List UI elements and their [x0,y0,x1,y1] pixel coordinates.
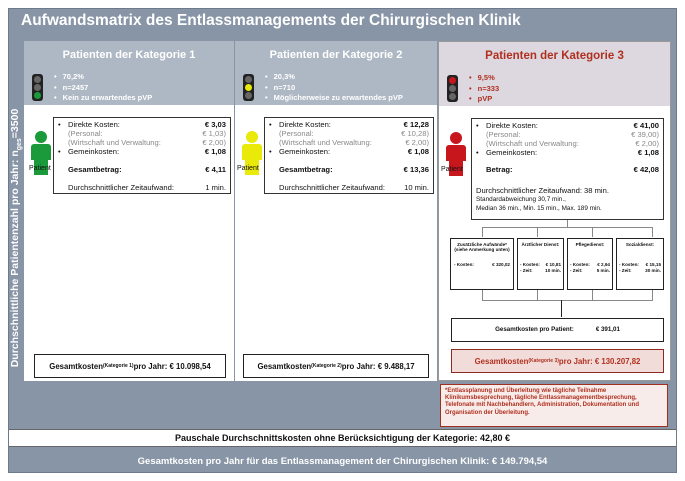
connector-line [537,290,538,300]
c3-gemein-label: Gemeinkosten: [486,148,538,157]
c2-time-label: Durchschnittlicher Zeitaufwand: [279,183,385,192]
traffic-light-green-icon [32,74,43,101]
c1-total-pre: Gesamtkosten [49,361,103,371]
patient-total-label: Gesamtkosten pro Patient: [495,326,574,334]
c1-bullet2: • [58,147,61,156]
side-label-end: =3500 [8,108,21,139]
c1-time-label: Durchschnittlicher Zeitaufwand: [68,183,174,192]
c2-total-post: pro Jahr: € 9.488,17 [341,361,415,371]
c2-gemein-value: € 1,08 [407,147,429,156]
category-2-cost-box [264,117,434,194]
c2-total-sub: (Kategorie 2) [311,363,342,369]
category-1-heading: Patienten der Kategorie 1 [24,41,234,69]
c1-personal-value: € 1,03) [202,129,226,138]
service-arzt-v2: 10 min. [545,268,561,273]
c3-total-pre: Gesamtkosten [474,356,529,366]
c3-wirtschaft-label: (Wirtschaft und Verwaltung: [486,139,579,148]
c2-direct-value: € 12,28 [403,120,429,129]
c2-time-value: 10 min. [404,183,429,192]
c2-sum-value: € 13,36 [403,165,429,174]
category-1-percent: • 70,2% [54,72,152,83]
service-sozial-l1: - Kosten: [619,262,639,267]
c3-time-line2: Standardabweichung 30,7 min., [476,196,566,203]
c1-sum-label: Gesamtbetrag: [68,165,122,174]
c1-direct-value: € 3,03 [204,120,226,129]
c2-bullet2: • [269,147,272,156]
service-pflege-v2: 5 min. [596,268,610,273]
patient-label: Patient [441,166,463,173]
category-3-pvp: • pVP [469,94,499,105]
connector-line [537,227,538,237]
flat-cost-bar: Pauschale Durchschnittskosten ohne Berücksichtigung der Kategorie: 42,80 € [9,429,676,447]
category-3-count: • n=333 [469,84,499,95]
c3-wirtschaft-value: € 2,00) [635,139,659,148]
c3-gemein-value: € 1,08 [637,148,659,157]
c1-gemein-label: Gemeinkosten: [68,147,120,156]
service-sozial-v2: 30 min. [645,268,661,273]
category-3-percent: • 9,5% [469,73,499,84]
c2-gemein-label: Gemeinkosten: [279,147,331,156]
side-label [9,49,23,427]
patient-label: Patient [237,165,259,172]
connector-line [482,300,653,301]
traffic-light-yellow-icon [243,74,254,101]
connector-line [592,227,593,237]
matrix-frame [8,8,677,473]
service-sozial-title: Sozialdienst: [625,242,655,247]
category-3-stats [439,70,670,106]
service-box-arzt [517,238,564,290]
category-2-column [235,41,437,381]
c1-wirtschaft-value: € 2,00) [202,138,226,147]
service-box-pflege [567,238,613,290]
service-sozial-l2: - Zeit: [619,268,632,273]
c1-direct-label: Direkte Kosten: [68,120,120,129]
connector-line [482,227,483,237]
service-box-sozial [616,238,664,290]
service-extra-v1: € 320,02 [492,262,510,267]
service-arzt-l2: - Zeit: [520,268,533,273]
c3-bullet1: • [476,121,479,130]
side-label-main: Durchschnittliche Patientenzahl pro Jahr: n [8,150,21,368]
service-pflege-v1: € 2,94 [597,262,610,267]
c3-direct-value: € 41,00 [633,121,659,130]
c1-personal-label: (Personal: [68,129,103,138]
service-sozial-v1: € 15,15 [645,262,661,267]
c3-personal-value: € 39,00) [631,130,659,139]
service-pflege-l2: - Zeit: [570,268,583,273]
arrow-down-icon [561,300,562,317]
c1-total-post: pro Jahr: € 10.098,54 [133,361,211,371]
category-1-stats [24,69,234,105]
patient-label: Patient [29,165,51,172]
category-2-pvp: • Möglicherweise zu erwartendes pVP [265,93,403,104]
c2-personal-value: € 10,28) [401,129,429,138]
category-3-heading: Patienten der Kategorie 3 [439,42,670,70]
category-1-cost-box [53,117,231,194]
page-title: Aufwandsmatrix des Entlassmanagements der Chirurgischen Klinik [21,12,521,29]
patient-total-value: € 391,01 [595,326,620,334]
category-3-cost-box [471,118,664,220]
category-3-column [438,41,671,381]
service-box-extra [450,238,514,290]
traffic-light-red-icon [447,75,458,102]
category-3-total [451,349,664,373]
c3-total-post: pro Jahr: € 130.207,82 [558,356,641,366]
c3-time-line1: Durchschnittlicher Zeitaufwand: 38 min. [476,186,609,195]
c2-direct-label: Direkte Kosten: [279,120,331,129]
patient-total-box [451,318,664,342]
side-label-text [9,109,23,368]
c1-bullet1: • [58,120,61,129]
c2-sum-label: Gesamtbetrag: [279,165,333,174]
grand-total-bar: Gesamtkosten pro Jahr für das Entlassmanagement der Chirurgischen Klinik: € 149.794,54 [137,455,548,467]
service-pflege-l1: - Kosten: [570,262,590,267]
connector-line [482,227,652,228]
c3-personal-label: (Personal: [486,130,521,139]
connector-line [567,220,568,227]
footnote-box: *Entlassplanung und Überleitung wie tägliche Teilnahme Klinikumsbesprechung, tägliche Entlassmanagementbesprechung, Telefonate mit Nachbehandlern, Administration, Dokumentation und Organisation der Überleitung. [440,384,668,427]
connector-line [482,290,483,300]
c2-wirtschaft-value: € 2,00) [405,138,429,147]
c3-sum-value: € 42,08 [633,165,659,174]
c3-bullet2: • [476,148,479,157]
c2-wirtschaft-label: (Wirtschaft und Verwaltung: [279,138,372,147]
service-arzt-title: Ärztlicher Dienst: [521,242,560,247]
connector-line [592,290,593,300]
service-extra-l1: - Kosten: [454,262,474,267]
service-pflege-title: Pflegedienst: [575,242,605,247]
c1-wirtschaft-label: (Wirtschaft und Verwaltung: [68,138,161,147]
c2-total-pre: Gesamtkosten [257,361,312,371]
service-arzt-v1: € 10,81 [545,262,561,267]
connector-line [652,227,653,237]
category-2-total [243,354,429,378]
service-extra-title: Zusätzliche Aufwände* (siehe Anmerkung unten) [454,242,510,253]
c2-bullet1: • [269,120,272,129]
category-2-heading: Patienten der Kategorie 2 [235,41,437,69]
category-2-percent: • 20,3% [265,72,403,83]
side-label-sub: ges [16,138,24,151]
c3-sum-label: Betrag: [486,165,513,174]
service-arzt-l1: - Kosten: [520,262,540,267]
category-1-count: • n=2457 [54,83,152,94]
c3-direct-label: Direkte Kosten: [486,121,538,130]
category-2-count: • n=710 [265,83,403,94]
c2-personal-label: (Personal: [279,129,314,138]
category-1-column [24,41,234,381]
c1-total-sub: (Kategorie 1) [103,363,134,369]
category-2-stats [235,69,437,105]
connector-line [652,290,653,300]
category-1-total [34,354,226,378]
c3-total-sub: (Kategorie 3) [528,358,559,364]
category-1-pvp: • Kein zu erwartendes pVP [54,93,152,104]
c3-time-line3: Median 36 min., Min. 15 min., Max. 189 min. [476,205,602,212]
c1-time-value: 1 min. [205,183,226,192]
c1-sum-value: € 4,11 [205,165,226,174]
c1-gemein-value: € 1,08 [204,147,226,156]
